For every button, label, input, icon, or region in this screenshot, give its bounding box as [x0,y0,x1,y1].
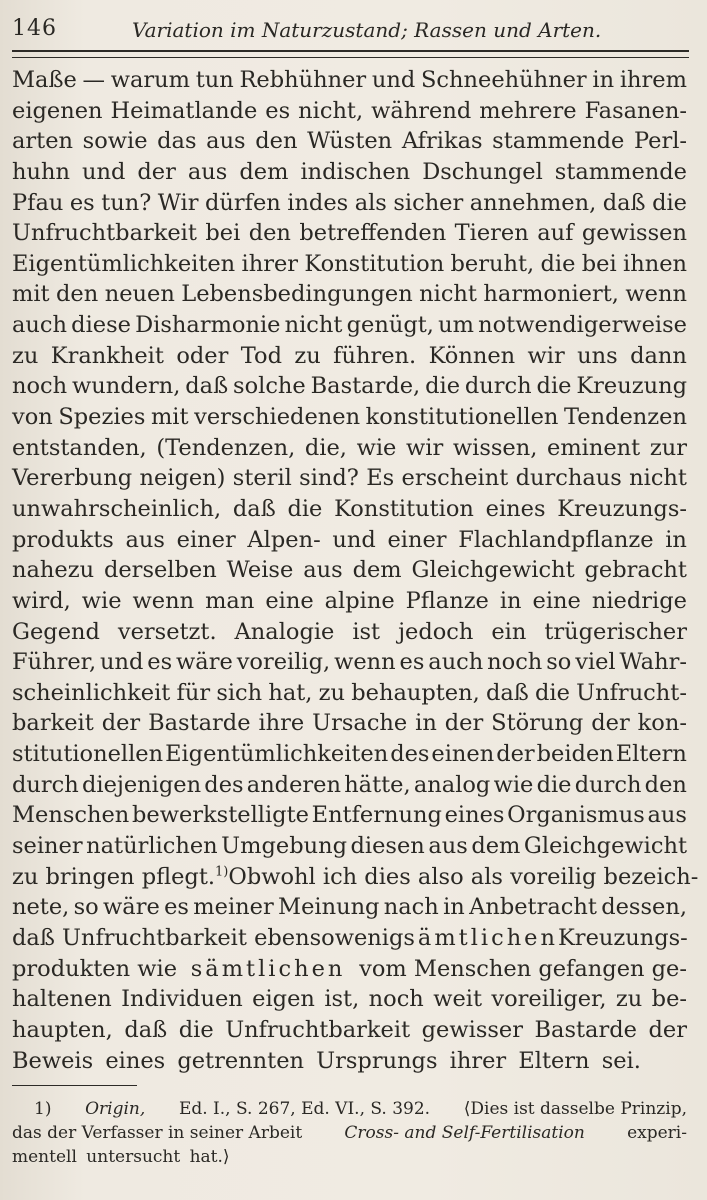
footnote-citation: Ed. I., S. 267, Ed. VI., S. 392. [178,1099,431,1119]
footnote-line [12,1121,687,1145]
header-rule [12,50,689,58]
page-header [12,12,685,42]
emphasized-word: sämtlichen [190,955,346,982]
text-line: mit den neuen Lebensbedingungen nicht harmoniert, wenn [12,281,687,308]
line-segment: daß Unfruchtbarkeit ebensowenig [12,924,404,951]
text-line: barkeit der Bastarde ihre Ursache in der Störung der kon- [12,710,687,737]
line-segment: zu bringen pflegt. [12,863,216,890]
footnote-source-title: Origin, [85,1099,146,1119]
text-line: zu Krankheit oder Tod zu führen. Können wir uns dann [12,342,687,369]
text-line: auch diese Disharmonie nicht genügt, um notwendigerweise [12,312,687,339]
footnote-line: mentell untersucht hat.⟩ [12,1147,230,1167]
text-line: Vererbung neigen) steril sind? Es erscheint durchaus nicht [12,465,687,492]
text-line-last: Beweis eines getrennten Ursprungs ihrer Eltern sei. [12,1047,641,1074]
running-title: Variation im Naturzustand; Rassen und Arten. [132,18,602,42]
text-line: Führer, und es wäre voreilig, wenn es auch noch so viel Wahr- [12,649,687,676]
text-line: haltenen Individuen eigen ist, noch weit voreiliger, zu be- [12,986,687,1013]
text-line [12,954,687,985]
line-segment: Kreuzungs- [558,924,688,951]
text-line: scheinlichkeit für sich hat, zu behaupten, daß die Unfrucht- [12,679,687,706]
footnote-note: ⟨Dies ist dasselbe Prinzip, [463,1099,687,1119]
text-line: nete, so wäre es meiner Meinung nach in Anbetracht dessen, [12,894,687,921]
text-line: Unfruchtbarkeit bei den betreffenden Tieren auf gewissen [12,220,687,247]
emphasized-word: sämtlichen [403,924,558,951]
text-line: haupten, daß die Unfruchtbarkeit gewisser Bastarde der [12,1016,687,1043]
text-line: entstanden, (Tendenzen, die, wie wir wissen, eminent zur [12,434,687,461]
text-line: Pfau es tun? Wir dürfen indes als sicher annehmen, daß die [12,189,687,216]
footnote-rule [12,1085,137,1086]
text-line: stitutionellen Eigentümlichkeiten des einen der beiden Eltern [12,741,687,768]
text-line: produkts aus einer Alpen- und einer Flachlandpflanze in [12,526,687,553]
text-line: huhn und der aus dem indischen Dschungel stammende [12,158,687,185]
text-line: eigenen Heimatlande es nicht, während mehrere Fasanen- [12,97,687,124]
page-number: 146 [12,16,57,41]
line-segment: produkten wie [12,955,178,982]
text-line: wird, wie wenn man eine alpine Pflanze in eine niedrige [12,587,687,614]
text-line-with-footnote-ref [12,862,699,893]
line-segment: vom Menschen gefangen ge- [359,955,687,982]
text-line: arten sowie das aus den Wüsten Afrikas stammende Perl- [12,128,687,155]
text-line: noch wundern, daß solche Bastarde, die durch die Kreuzung [12,373,687,400]
text-line: Maße — warum tun Rebhühner und Schneehühner in ihrem [12,67,687,93]
text-line [12,923,687,954]
line-segment: Obwohl ich dies also als voreilig bezeich- [228,863,699,890]
footnote-work-title: Cross- and Self-Fertilisation [344,1123,585,1143]
text-line: Menschen bewerkstelligte Entfernung eines Organismus aus [12,802,687,829]
footnote-reference[interactable]: 1) [215,864,229,880]
footnote [12,1097,687,1169]
body-text [12,65,699,1076]
text-line: Eigentümlichkeiten ihrer Konstitution beruht, die bei ihnen [12,250,687,277]
text-line: seiner natürlichen Umgebung diesen aus dem Gleichgewicht [12,833,687,860]
text-line: von Spezies mit verschiedenen konstitutionellen Tendenzen [12,404,687,431]
footnote-line [12,1097,687,1121]
footnote-text: das der Verfasser in seiner Arbeit [12,1123,303,1143]
footnote-marker: 1) [34,1099,52,1119]
text-line: durch diejenigen des anderen hätte, analog wie die durch den [12,771,687,798]
text-line: unwahrscheinlich, daß die Konstitution eines Kreuzungs- [12,495,687,522]
text-line: Gegend versetzt. Analogie ist jedoch ein trügerischer [12,618,687,645]
text-line: nahezu derselben Weise aus dem Gleichgewicht gebracht [12,557,687,584]
footnote-text: experi- [627,1123,687,1143]
